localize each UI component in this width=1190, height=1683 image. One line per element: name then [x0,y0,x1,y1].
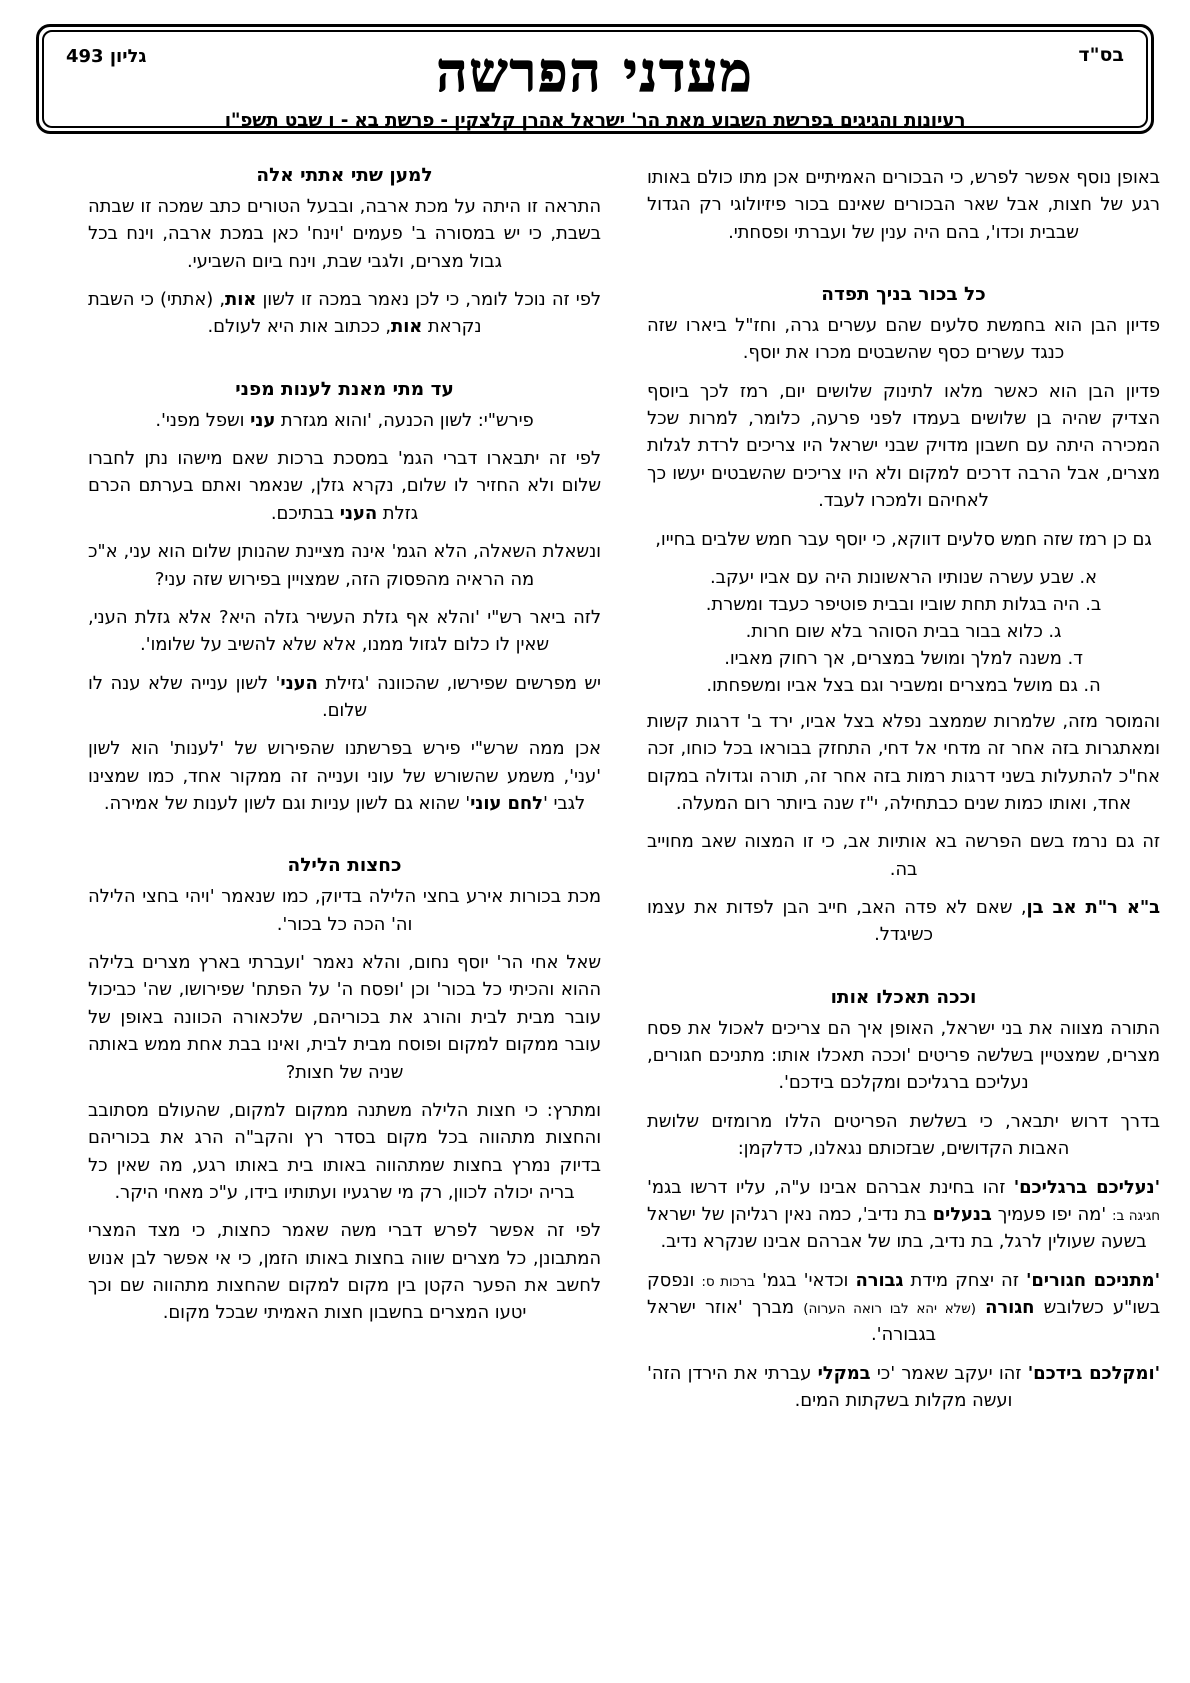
left-spacer-1 [647,257,1160,283]
list-item: ב. היה בגלות תחת שוביו ובבית פוטיפר כעבד ומשרת. [705,593,1102,615]
section-heading-ad-matai: עד מתי מאנת לענות מפני [235,378,454,400]
paragraph: 'ומקלכם בידכם' זהו יעקב שאמר 'כי במקלי עברתי את הירדן הזה' ועשה מקלות בשקתות המים. [647,1362,1160,1412]
section-heading-kachatzot-halayla: כחצות הלילה [287,855,402,877]
paragraph: והמוסר מזה, שלמרות שממצב נפלא בצל אביו, ירד ב' דרגות קשות ומאתגרות בזה אחר זה מדחי אל דחי, התחזק בבוראו בכל כוחו, זכה אח"כ להתעלות בשני דרגות רמות בזה אחר זה, תורה וגדולה במקום אחד, ואותו כמות שנים כבתחילה, י"ז שנה ביותר רום המעלה. [647,710,1160,814]
left-spacer-2 [647,960,1160,986]
masthead-outer-border [36,24,1154,134]
paragraph: ומתרץ: כי חצות הלילה משתנה ממקום למקום, שהעולם מסתובב והחצות מתהווה בכל מקום בסדר רץ והקב"ה הרג את בכוריהם בדיוק נמרץ בחצות שמתהווה באותו בית באותו רגע, מה שאין כל בריה יכולה לכוון, רק מי שרגעיו ועתותיו בידו, ע"כ מאחי היקר. [88,1099,601,1203]
list-item: ג. כלוא בבור בבית הסוהר בלא שום חרות. [745,620,1062,642]
paragraph: 'נעליכם ברגליכם' זהו בחינת אברהם אבינו ע"ה, עליו דרשו בגמ' חגיגה ב: 'מה יפו פעמיך בנעלים בת נדיב', כמה נאין רגליהן של ישראל בשעה שעולין לרגל, בת נדיב, בתו של אברהם אבינו שנקרא נדיב. [647,1176,1161,1253]
paragraph: יש מפרשים שפירשו, שהכוונה 'גזילת העני' לשון ענייה שלא ענה לו שלום. [88,672,601,721]
paragraph: לזה ביאר רש"י 'והלא אף גזלת העשיר גזלה היא? אלא גזלת העני, שאין לו כלום לגזול ממנו, אלא שלא להשיב על שלומו'. [88,606,601,656]
right-spacer-1 [88,352,601,378]
paragraph: ב"א ר"ת אב בן, שאם לא פדה האב, חייב הבן לפדות את עצמו כשיגדל. [647,897,1160,946]
section-heading-kol-bechor: כל בכור בניך תפדה [821,284,986,306]
paragraph: ונשאלת השאלה, הלא הגמ' אינה מציינת שהנותן שלום הוא עני, א"כ מה הראיה מהפסוק הזה, שמצויין בפירוש שזה עני? [88,541,601,590]
right-column [88,164,601,1338]
masthead-subtitle: רעיונות והגיגים בפרשת השבוע מאת הר' ישראל אהרן קלצקין - פרשת בא - ו שבט תשפ"ו [224,109,966,131]
paragraph: אכן ממה שרש"י פירש בפרשתנו שהפירוש של 'לענות' הוא לשון 'עני', משמע שהשורש של עוני וענייה זה ממקור אחד, כמו שמצינו לגבי 'לחם עוני' שהוא גם לשון עניות וגם לשון לענות של אמירה. [88,738,601,815]
section-heading-vechacha-tochlu: וככה תאכלו אותו [830,986,977,1008]
bsd-mark: בס"ד [1078,44,1124,66]
paragraph: זה גם נרמז בשם הפרשה בא אותיות אב, כי זו המצוה שאב מחוייב בה. [647,831,1160,880]
list-spacer [647,699,1160,708]
paragraph: 'מתניכם חגורים' זה יצחק מידת גבורה וכדאי' בגמ' ברכות ס: ונפסק בשו"ע כשלובש חגורה (שלא יהא לבו רואה הערוה) מברך 'אוזר ישראל בגבורה'. [647,1269,1161,1346]
left-intro-paragraph: באופן נוסף אפשר לפרש, כי הבכורים האמיתיים אכן מתו כולם באותו רגע של חצות, אבל שאר הבכורים שאינם בכור פיזיולוגי רק הגדול שבבית וכדו', בהם היה ענין של ועברתי ופסחתי. [647,167,1160,243]
paragraph: בדרך דרוש יתבאר, כי בשלשת הפריטים הללו מרומזים שלושת האבות הקדושים, שבזכותם נגאלנו, כדלקמן: [647,1110,1160,1160]
paragraph: פדיון הבן הוא בחמשת סלעים שהם עשרים גרה, וחז"ל ביארו שזה כנגד עשרים כסף שהשבטים מכרו את יוסף. [647,315,1160,364]
paragraph: פדיון הבן הוא כאשר מלאו לתינוק שלושים יום, רמז לכך ביוסף הצדיק שהיה בן שלושים בעמדו לפני פרעה, כלומר, למרות שכל המכירה היתה עם חשבון מדויק שבני ישראל היו צריכים לרדת לגלות מצרים, אבל הרבה דרכים למקום ולא היו צריכים שהשבטים יעשו כך לאחיהם ולמכרו לעבד. [647,380,1160,512]
paragraph: גם כן רמז שזה חמש סלעים דווקא, כי יוסף עבר חמש שלבים בחייו, [655,528,1152,550]
paragraph: מכת בכורות אירע בחצי הלילה בדיוק, כמו שנאמר 'ויהי בחצי הלילה וה' הכה כל בכור'. [88,886,601,935]
list-item: ה. גם מושל במצרים ומשביר וגם בצל אביו ומשפחתו. [706,674,1101,696]
paragraph: לפי זה יתבארו דברי הגמ' במסכת ברכות שאם מישהו נתן לחברו שלום ולא החזיר לו שלום, נקרא גזלן, שנאמר ואתם בערתם הכרם גזלת העני בבתיכם. [88,448,601,524]
page-title: מעדני הפרשה [436,40,754,104]
section-heading-lemaan-shiti: למען שתי אתתי אלה [256,165,433,186]
right-spacer-2 [88,828,601,854]
paragraph: לפי זה נוכל לומר, כי לכן נאמר במכה זו לשון אות, (אתתי) כי השבת נקראת אות, ככתוב אות היא לעולם. [88,289,602,338]
issue-number: גליון 493 [66,46,147,67]
list-item: א. שבע עשרה שנותיו הראשונות היה עם אביו יעקב. [710,566,1097,588]
paragraph: פירש"י: לשון הכנעה, 'והוא מגזרת עני ושפל מפני'. [155,409,534,431]
article-columns [30,164,1160,1425]
left-column [647,164,1160,1425]
paragraph: התראה זו היתה על מכת ארבה, ובבעל הטורים כתב שמכה זו שבתה בשבת, כי יש במסורה ב' פעמים 'וינח' כאן במכת ארבה, וינח בכל גבול מצרים, ולגבי שבת, וינח ביום השביעי. [88,195,601,272]
list-item: ד. משנה למלך ומושל במצרים, אך רחוק מאביו. [724,647,1083,669]
masthead [36,24,1154,134]
paragraph: לפי זה אפשר לפרש דברי משה שאמר כחצות, כי מצד המצרי המתבונן, כל מצרים שווה בחצות באותו הזמן, כי אי אפשר לבן אנוש לחשב את הפער הקטן בין מקום למקום שהחצות מתהווה שם וכך יטעו המצרים בחשבון חצות האמיתי שבכל מקום. [88,1220,601,1324]
masthead-inner-border [42,30,1148,131]
paragraph: שאל אחי הר' יוסף נחום, והלא נאמר 'ועברתי בארץ מצרים בלילה ההוא והכיתי כל בכור' וכן 'ופסח ה' על הפתח' שפירושו, שה' כביכול עובר מבית לבית והורג את בכוריהם, שלכאורה הכוונה באופן של עובר ממקום למקום ופוסח מבית לבית, ואינו בבת אחת ממש באותה שניה של חצות? [88,952,601,1083]
paragraph: התורה מצווה את בני ישראל, האופן איך הם צריכים לאכול את פסח מצרים, שמצטיין בשלשה פריטים 'וככה תאכלו אותו: מתניכם חגורים, נעליכם ברגליכם ומקלכם בידכם'. [647,1017,1160,1094]
